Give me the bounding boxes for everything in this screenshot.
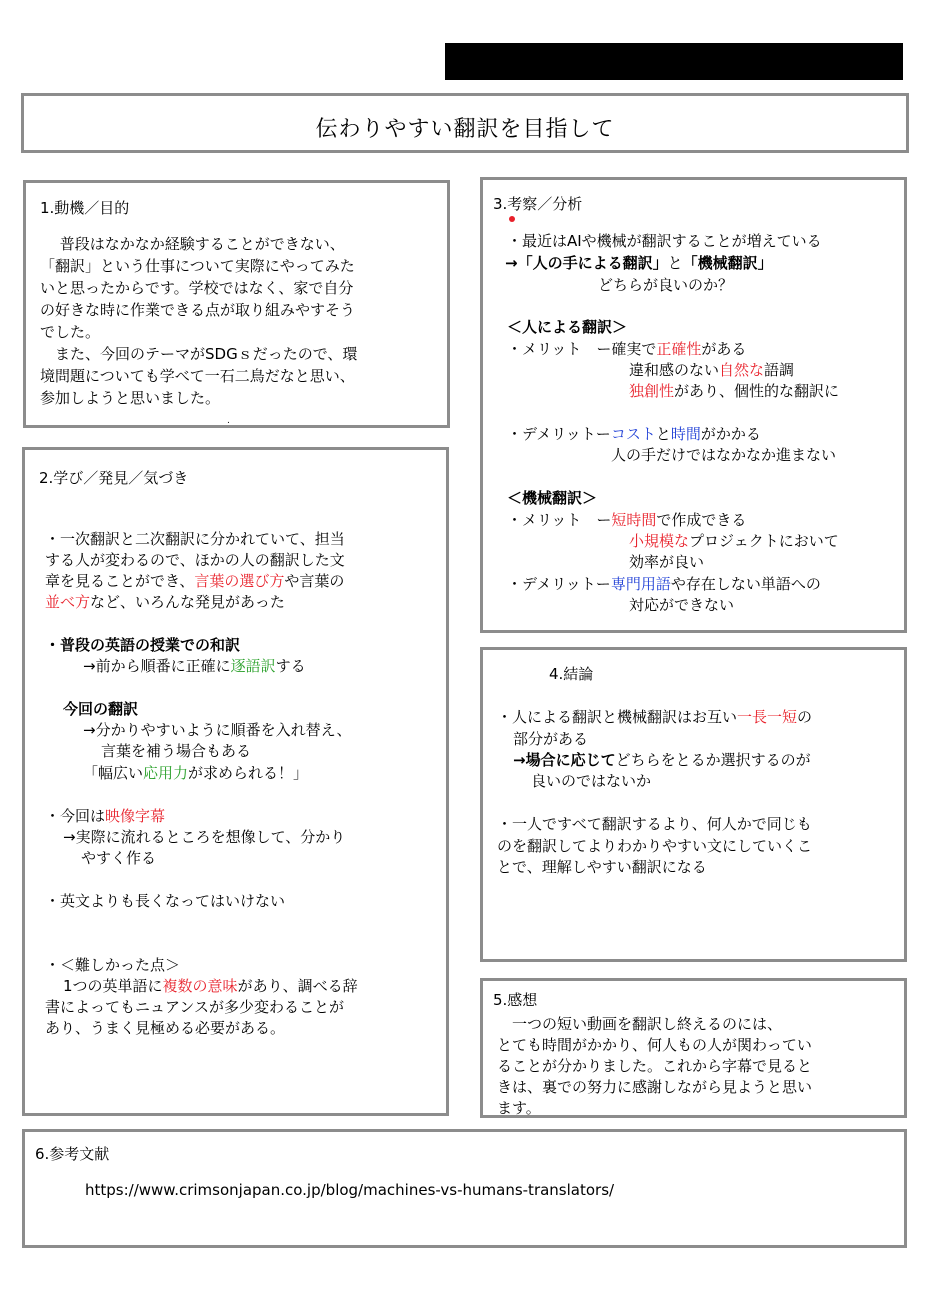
text-line: 人の手だけではなかなか進まない bbox=[611, 446, 837, 464]
section-impressions bbox=[480, 978, 907, 1118]
text-line: ・メリット ー確実で正確性がある bbox=[507, 340, 747, 358]
text-line: とても時間がかかり、何人もの人が関わってい bbox=[497, 1036, 812, 1054]
text-line: 章を見ることができ、言葉の選び方や言葉の bbox=[45, 572, 345, 590]
section-analysis bbox=[480, 177, 907, 633]
text-line: 良いのではないか bbox=[531, 772, 652, 790]
highlight-red: 複数の意味 bbox=[162, 977, 238, 995]
text-line: ・デメリットーコストと時間がかかる bbox=[507, 425, 761, 443]
section-references bbox=[22, 1129, 907, 1248]
highlight-blue: 時間 bbox=[670, 425, 701, 443]
text-line: いと思ったからです。学校ではなく、家で自分 bbox=[40, 279, 354, 297]
text-line: きは、裏での努力に感謝しながら見ようと思い bbox=[497, 1078, 813, 1096]
text-line: →実際に流れるところを想像して、分かり bbox=[63, 828, 346, 846]
text-line: 小規模なプロジェクトにおいて bbox=[629, 532, 839, 550]
text-line: やすく作る bbox=[81, 849, 157, 867]
bullet-dot bbox=[509, 216, 515, 222]
section-learning bbox=[22, 447, 449, 1116]
text-line: する人が変わるので、ほかの人の翻訳した文 bbox=[45, 551, 345, 569]
text-line: ることが分かりました。これから字幕で見ると bbox=[497, 1057, 813, 1075]
highlight-green: 応用力 bbox=[143, 764, 189, 782]
highlight-red: 言葉の選び方 bbox=[194, 572, 285, 590]
text-line: →「人の手による翻訳」と「機械翻訳」 bbox=[505, 254, 773, 272]
text-line: 1つの英単語に複数の意味があり、調べる辞 bbox=[63, 977, 358, 995]
text-line: →場合に応じてどちらをとるか選択するのが bbox=[513, 751, 811, 769]
text-line: →前から順番に正確に逐語訳する bbox=[83, 657, 306, 675]
stray-mark: . bbox=[227, 416, 230, 426]
text-line: ・英文よりも長くなってはいけない bbox=[45, 892, 286, 910]
text-line: でした。 bbox=[40, 323, 101, 341]
highlight-red: 小規模な bbox=[629, 532, 690, 550]
highlight-blue: コスト bbox=[610, 425, 656, 443]
text-line: また、今回のテーマがSDGｓだったので、環 bbox=[40, 345, 358, 363]
bold-line: 今回の翻訳 bbox=[63, 700, 139, 718]
text-line: 違和感のない自然な語調 bbox=[629, 361, 795, 379]
text-line: 参加しようと思いました。 bbox=[40, 389, 221, 407]
highlight-red: 正確性 bbox=[656, 340, 702, 358]
text-line: とで、理解しやすい翻訳になる bbox=[497, 858, 707, 876]
text-line: 普段はなかなか経験することができない、 bbox=[40, 235, 345, 253]
section-heading: 2.学び／発見／気づき bbox=[39, 469, 189, 487]
text-line: 「翻訳」という仕事について実際にやってみた bbox=[40, 257, 355, 275]
highlight-red: 並べ方 bbox=[45, 593, 91, 611]
text-line: 言葉を補う場合もある bbox=[101, 742, 252, 760]
highlight-green: 逐語訳 bbox=[230, 657, 276, 675]
text-line: のを翻訳してよりわかりやすい文にしていくこ bbox=[497, 837, 813, 855]
text-line: 効率が良い bbox=[629, 553, 705, 571]
section-conclusion bbox=[480, 647, 907, 962]
text-line: 書によってもニュアンスが多少変わることが bbox=[45, 998, 344, 1016]
section-heading: 6.参考文献 bbox=[35, 1145, 110, 1163]
section-heading: 1.動機／目的 bbox=[40, 199, 130, 217]
highlight-red: 短時間 bbox=[611, 511, 657, 529]
text-line: の好きな時に作業できる点が取り組みやすそう bbox=[40, 301, 356, 319]
text-line: 対応ができない bbox=[629, 596, 735, 614]
text-line: ・最近はAIや機械が翻訳することが増えている bbox=[507, 232, 822, 250]
bold-line: ・普段の英語の授業での和訳 bbox=[45, 636, 241, 654]
text-line: →分かりやすいように順番を入れ替え、 bbox=[83, 721, 352, 739]
text-line: ・デメリットー専門用語や存在しない単語への bbox=[507, 575, 821, 593]
section-heading: 3.考察／分析 bbox=[493, 195, 583, 213]
section-heading: 4.結論 bbox=[549, 665, 594, 683]
text-line: 境問題についても学べて一石二鳥だなと思い、 bbox=[40, 367, 355, 385]
text-line: ます。 bbox=[497, 1099, 541, 1117]
reference-link[interactable]: https://www.crimsonjapan.co.jp/blog/machines-vs-humans-translators/ bbox=[85, 1181, 615, 1199]
text-line: あり、うまく見極める必要がある。 bbox=[45, 1019, 286, 1037]
redaction-bar bbox=[445, 43, 903, 80]
text-line: ・メリット ー短時間で作成できる bbox=[507, 511, 747, 529]
title-box bbox=[21, 93, 909, 153]
text-line: ・一人ですべて翻訳するより、何人かで同じも bbox=[497, 815, 812, 833]
section-heading: 5.感想 bbox=[493, 991, 538, 1009]
highlight-red: 映像字幕 bbox=[105, 807, 166, 825]
text-line: 「幅広い応用力が求められる！」 bbox=[83, 764, 309, 782]
text-line: ・＜難しかった点＞ bbox=[45, 956, 181, 974]
highlight-blue: 専門用語 bbox=[610, 575, 671, 593]
text-line: どちらが良いのか？ bbox=[598, 276, 734, 294]
section-motivation bbox=[23, 180, 450, 428]
highlight-red: 独創性 bbox=[629, 382, 675, 400]
text-line: ・人による翻訳と機械翻訳はお互い一長一短の bbox=[497, 708, 813, 726]
subheading: ＜機械翻訳＞ bbox=[507, 489, 598, 507]
highlight-red: 自然な bbox=[719, 361, 765, 379]
subheading: ＜人による翻訳＞ bbox=[507, 318, 628, 336]
page-title: 伝わりやすい翻訳を目指して bbox=[315, 117, 615, 142]
text-line: 部分がある bbox=[513, 730, 589, 748]
text-line: 並べ方など、いろんな発見があった bbox=[45, 593, 285, 611]
text-line: 独創性があり、個性的な翻訳に bbox=[629, 382, 840, 400]
text-line: ・今回は映像字幕 bbox=[45, 807, 166, 825]
text-line: 一つの短い動画を翻訳し終えるのには、 bbox=[497, 1015, 783, 1033]
highlight-red: 一長一短 bbox=[737, 708, 798, 726]
text-line: ・一次翻訳と二次翻訳に分かれていて、担当 bbox=[45, 530, 345, 548]
